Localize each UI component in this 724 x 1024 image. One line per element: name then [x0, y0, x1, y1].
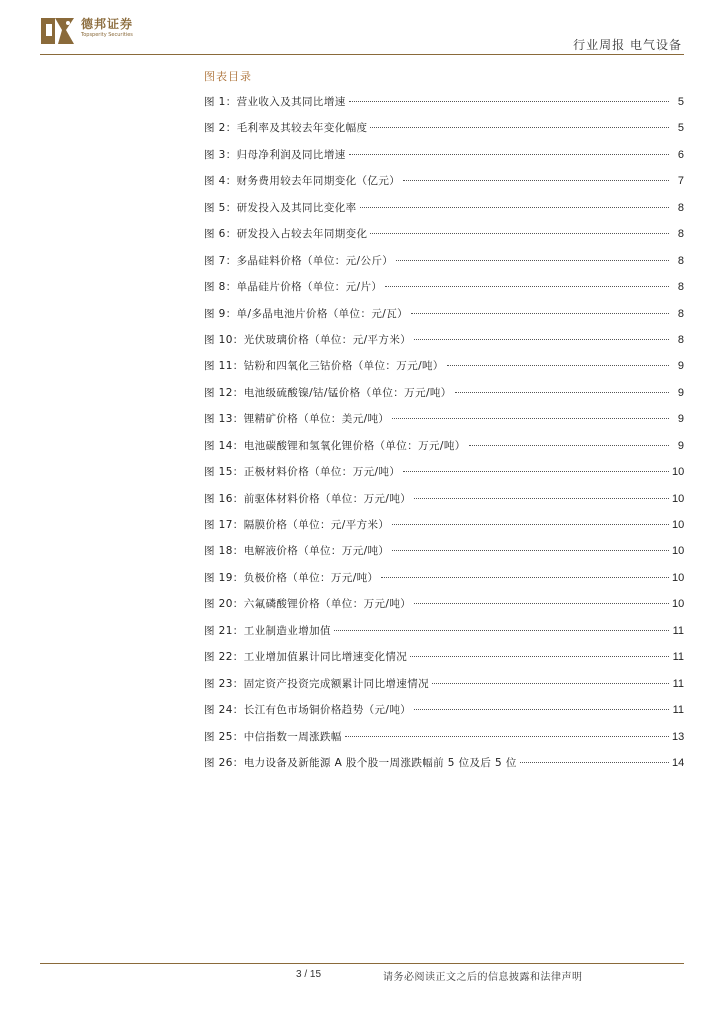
- toc-entry-label[interactable]: 图 8：单晶硅片价格（单位：元/片）: [204, 281, 383, 294]
- toc-entry-label[interactable]: 图 20：六氟磷酸锂价格（单位：万元/吨）: [204, 598, 412, 611]
- header-divider: [40, 54, 684, 55]
- toc-entry[interactable]: [204, 570, 684, 596]
- toc-entry-page[interactable]: 10: [672, 571, 685, 584]
- toc-entry-label[interactable]: 图 24：长江有色市场铜价格趋势（元/吨）: [204, 704, 412, 717]
- toc-entry-label[interactable]: 图 2：毛利率及其较去年变化幅度: [204, 122, 368, 135]
- toc-dot-leader: [392, 524, 669, 525]
- toc-entry-page[interactable]: 8: [677, 307, 684, 320]
- toc-dot-leader: [385, 286, 669, 287]
- toc-dot-leader: [370, 127, 669, 128]
- toc-entry-page[interactable]: 5: [677, 122, 684, 135]
- toc-entry[interactable]: [204, 306, 684, 332]
- toc-entry-label[interactable]: 图 9：单/多晶电池片价格（单位：元/瓦）: [204, 307, 408, 320]
- toc-entry-label[interactable]: 图 12：电池级硫酸镍/钴/锰价格（单位：万元/吨）: [204, 386, 452, 399]
- toc-dot-leader: [520, 762, 669, 763]
- toc-entry-page[interactable]: 10: [672, 545, 685, 558]
- toc-entry-label[interactable]: 图 15：正极材料价格（单位：万元/吨）: [204, 466, 401, 479]
- toc-entry-page[interactable]: 13: [672, 730, 685, 743]
- toc-entry[interactable]: [204, 411, 684, 437]
- toc-entry-page[interactable]: 9: [677, 360, 684, 373]
- toc-dot-leader: [403, 180, 669, 181]
- toc-entry-label[interactable]: 图 23：固定资产投资完成额累计同比增速情况: [204, 677, 429, 690]
- brand-name: 德邦证券: [81, 17, 134, 31]
- toc-dot-leader: [410, 656, 669, 657]
- toc-entry[interactable]: [204, 94, 684, 120]
- toc-entry-label[interactable]: 图 4：财务费用较去年同期变化（亿元）: [204, 175, 401, 188]
- toc-dot-leader: [370, 233, 669, 234]
- toc-entry-label[interactable]: 图 1：营业收入及其同比增速: [204, 96, 346, 108]
- topsperity-logo-icon: [40, 14, 76, 46]
- toc-entry[interactable]: [204, 120, 684, 146]
- toc-dot-leader: [381, 577, 669, 578]
- toc-entry-label[interactable]: 图 5：研发投入及其同比变化率: [204, 201, 357, 214]
- toc-dot-leader: [349, 154, 669, 155]
- toc-entry-page[interactable]: 9: [677, 413, 684, 426]
- toc-entry-label[interactable]: 图 7：多晶硅料价格（单位：元/公斤）: [204, 254, 394, 267]
- toc-entry[interactable]: [204, 358, 684, 384]
- toc-dot-leader: [403, 471, 669, 472]
- toc-entry[interactable]: [204, 676, 684, 702]
- toc-entry-label[interactable]: 图 25：中信指数一周涨跌幅: [204, 730, 342, 743]
- toc-entry-page[interactable]: 8: [677, 333, 684, 346]
- toc-entry-label[interactable]: 图 22：工业增加值累计同比增速变化情况: [204, 651, 408, 664]
- toc-entry-page[interactable]: 6: [677, 148, 684, 161]
- toc-entry-page[interactable]: 8: [677, 228, 684, 241]
- toc-entry-page[interactable]: 11: [672, 677, 684, 690]
- toc-entry-label[interactable]: 图 10：光伏玻璃价格（单位：元/平方米）: [204, 333, 412, 346]
- toc-dot-leader: [414, 603, 669, 604]
- toc-entry-page[interactable]: 9: [677, 386, 684, 399]
- toc-entry-label[interactable]: 图 11：钴粉和四氧化三钴价格（单位：万元/吨）: [204, 360, 444, 373]
- toc-entry[interactable]: [204, 226, 684, 252]
- toc-entry[interactable]: [204, 623, 684, 649]
- toc-entry[interactable]: [204, 200, 684, 226]
- toc-entry-label[interactable]: 图 3：归母净利润及同比增速: [204, 148, 346, 161]
- toc-dot-leader: [396, 260, 669, 261]
- toc-entry[interactable]: [204, 332, 684, 358]
- toc-entry-page[interactable]: 11: [672, 624, 684, 637]
- toc-dot-leader: [447, 365, 669, 366]
- toc-dot-leader: [414, 498, 669, 499]
- toc-entry-page[interactable]: 7: [677, 175, 684, 188]
- toc-entry-page[interactable]: 10: [672, 598, 685, 611]
- toc-entry-label[interactable]: 图 19：负极价格（单位：万元/吨）: [204, 571, 379, 584]
- toc-entry-label[interactable]: 图 13：锂精矿价格（单位：美元/吨）: [204, 413, 390, 426]
- page-indicator: 3 / 15: [296, 969, 322, 980]
- toc-dot-leader: [414, 339, 669, 340]
- toc-entry[interactable]: [204, 543, 684, 569]
- footer-divider: [40, 963, 684, 964]
- toc-entry[interactable]: [204, 596, 684, 622]
- toc-entry-label[interactable]: 图 17：隔膜价格（单位：元/平方米）: [204, 519, 390, 531]
- toc-entry[interactable]: [204, 147, 684, 173]
- toc-dot-leader: [432, 683, 669, 684]
- toc-entry[interactable]: [204, 702, 684, 728]
- toc-list: [204, 94, 684, 781]
- toc-entry-label[interactable]: 图 14：电池碳酸锂和氢氧化锂价格（单位：万元/吨）: [204, 439, 466, 452]
- toc-entry[interactable]: [204, 253, 684, 279]
- toc-dot-leader: [392, 418, 669, 419]
- toc-entry-page[interactable]: 8: [677, 281, 684, 294]
- toc-heading: 图表目录: [204, 70, 252, 83]
- toc-entry[interactable]: [204, 649, 684, 675]
- toc-entry-page[interactable]: 11: [672, 651, 684, 664]
- toc-entry-label[interactable]: 图 26：电力设备及新能源 A 股个股一周涨跌幅前 5 位及后 5 位: [204, 756, 517, 769]
- toc-entry-label[interactable]: 图 6：研发投入占较去年同期变化: [204, 228, 368, 241]
- toc-dot-leader: [345, 736, 669, 737]
- toc-entry[interactable]: [204, 517, 684, 543]
- toc-entry-label[interactable]: 图 21：工业制造业增加值: [204, 624, 331, 637]
- toc-entry[interactable]: [204, 491, 684, 517]
- toc-dot-leader: [349, 101, 669, 102]
- toc-entry-page[interactable]: 11: [672, 704, 684, 717]
- toc-dot-leader: [334, 630, 669, 631]
- toc-entry-page[interactable]: 8: [677, 254, 684, 267]
- toc-dot-leader: [411, 313, 669, 314]
- toc-entry-page[interactable]: 10: [672, 519, 685, 531]
- toc-entry[interactable]: [204, 755, 684, 781]
- toc-dot-leader: [455, 392, 669, 393]
- report-title: 行业周报 电气设备: [573, 38, 682, 52]
- toc-dot-leader: [414, 709, 669, 710]
- toc-entry-page[interactable]: 5: [677, 96, 684, 108]
- toc-dot-leader: [392, 550, 669, 551]
- toc-entry[interactable]: [204, 279, 684, 305]
- toc-entry-page[interactable]: 10: [672, 466, 685, 479]
- disclaimer-note: 请务必阅读正文之后的信息披露和法律声明: [383, 972, 583, 983]
- toc-entry-page[interactable]: 10: [672, 492, 685, 505]
- toc-entry[interactable]: [204, 464, 684, 490]
- brand-name-en: Topsperity Securities: [81, 32, 133, 38]
- toc-entry-page[interactable]: 9: [677, 439, 684, 452]
- toc-entry-page[interactable]: 14: [672, 756, 685, 769]
- page-header: [0, 0, 724, 60]
- toc-entry-page[interactable]: 8: [677, 201, 684, 214]
- toc-dot-leader: [469, 445, 669, 446]
- toc-entry[interactable]: [204, 173, 684, 199]
- toc-entry-label[interactable]: 图 16：前驱体材料价格（单位：万元/吨）: [204, 492, 412, 505]
- toc-entry[interactable]: [204, 438, 684, 464]
- toc-dot-leader: [360, 207, 669, 208]
- toc-entry[interactable]: [204, 729, 684, 755]
- toc-entry[interactable]: [204, 385, 684, 411]
- toc-entry-label[interactable]: 图 18：电解液价格（单位：万元/吨）: [204, 545, 390, 558]
